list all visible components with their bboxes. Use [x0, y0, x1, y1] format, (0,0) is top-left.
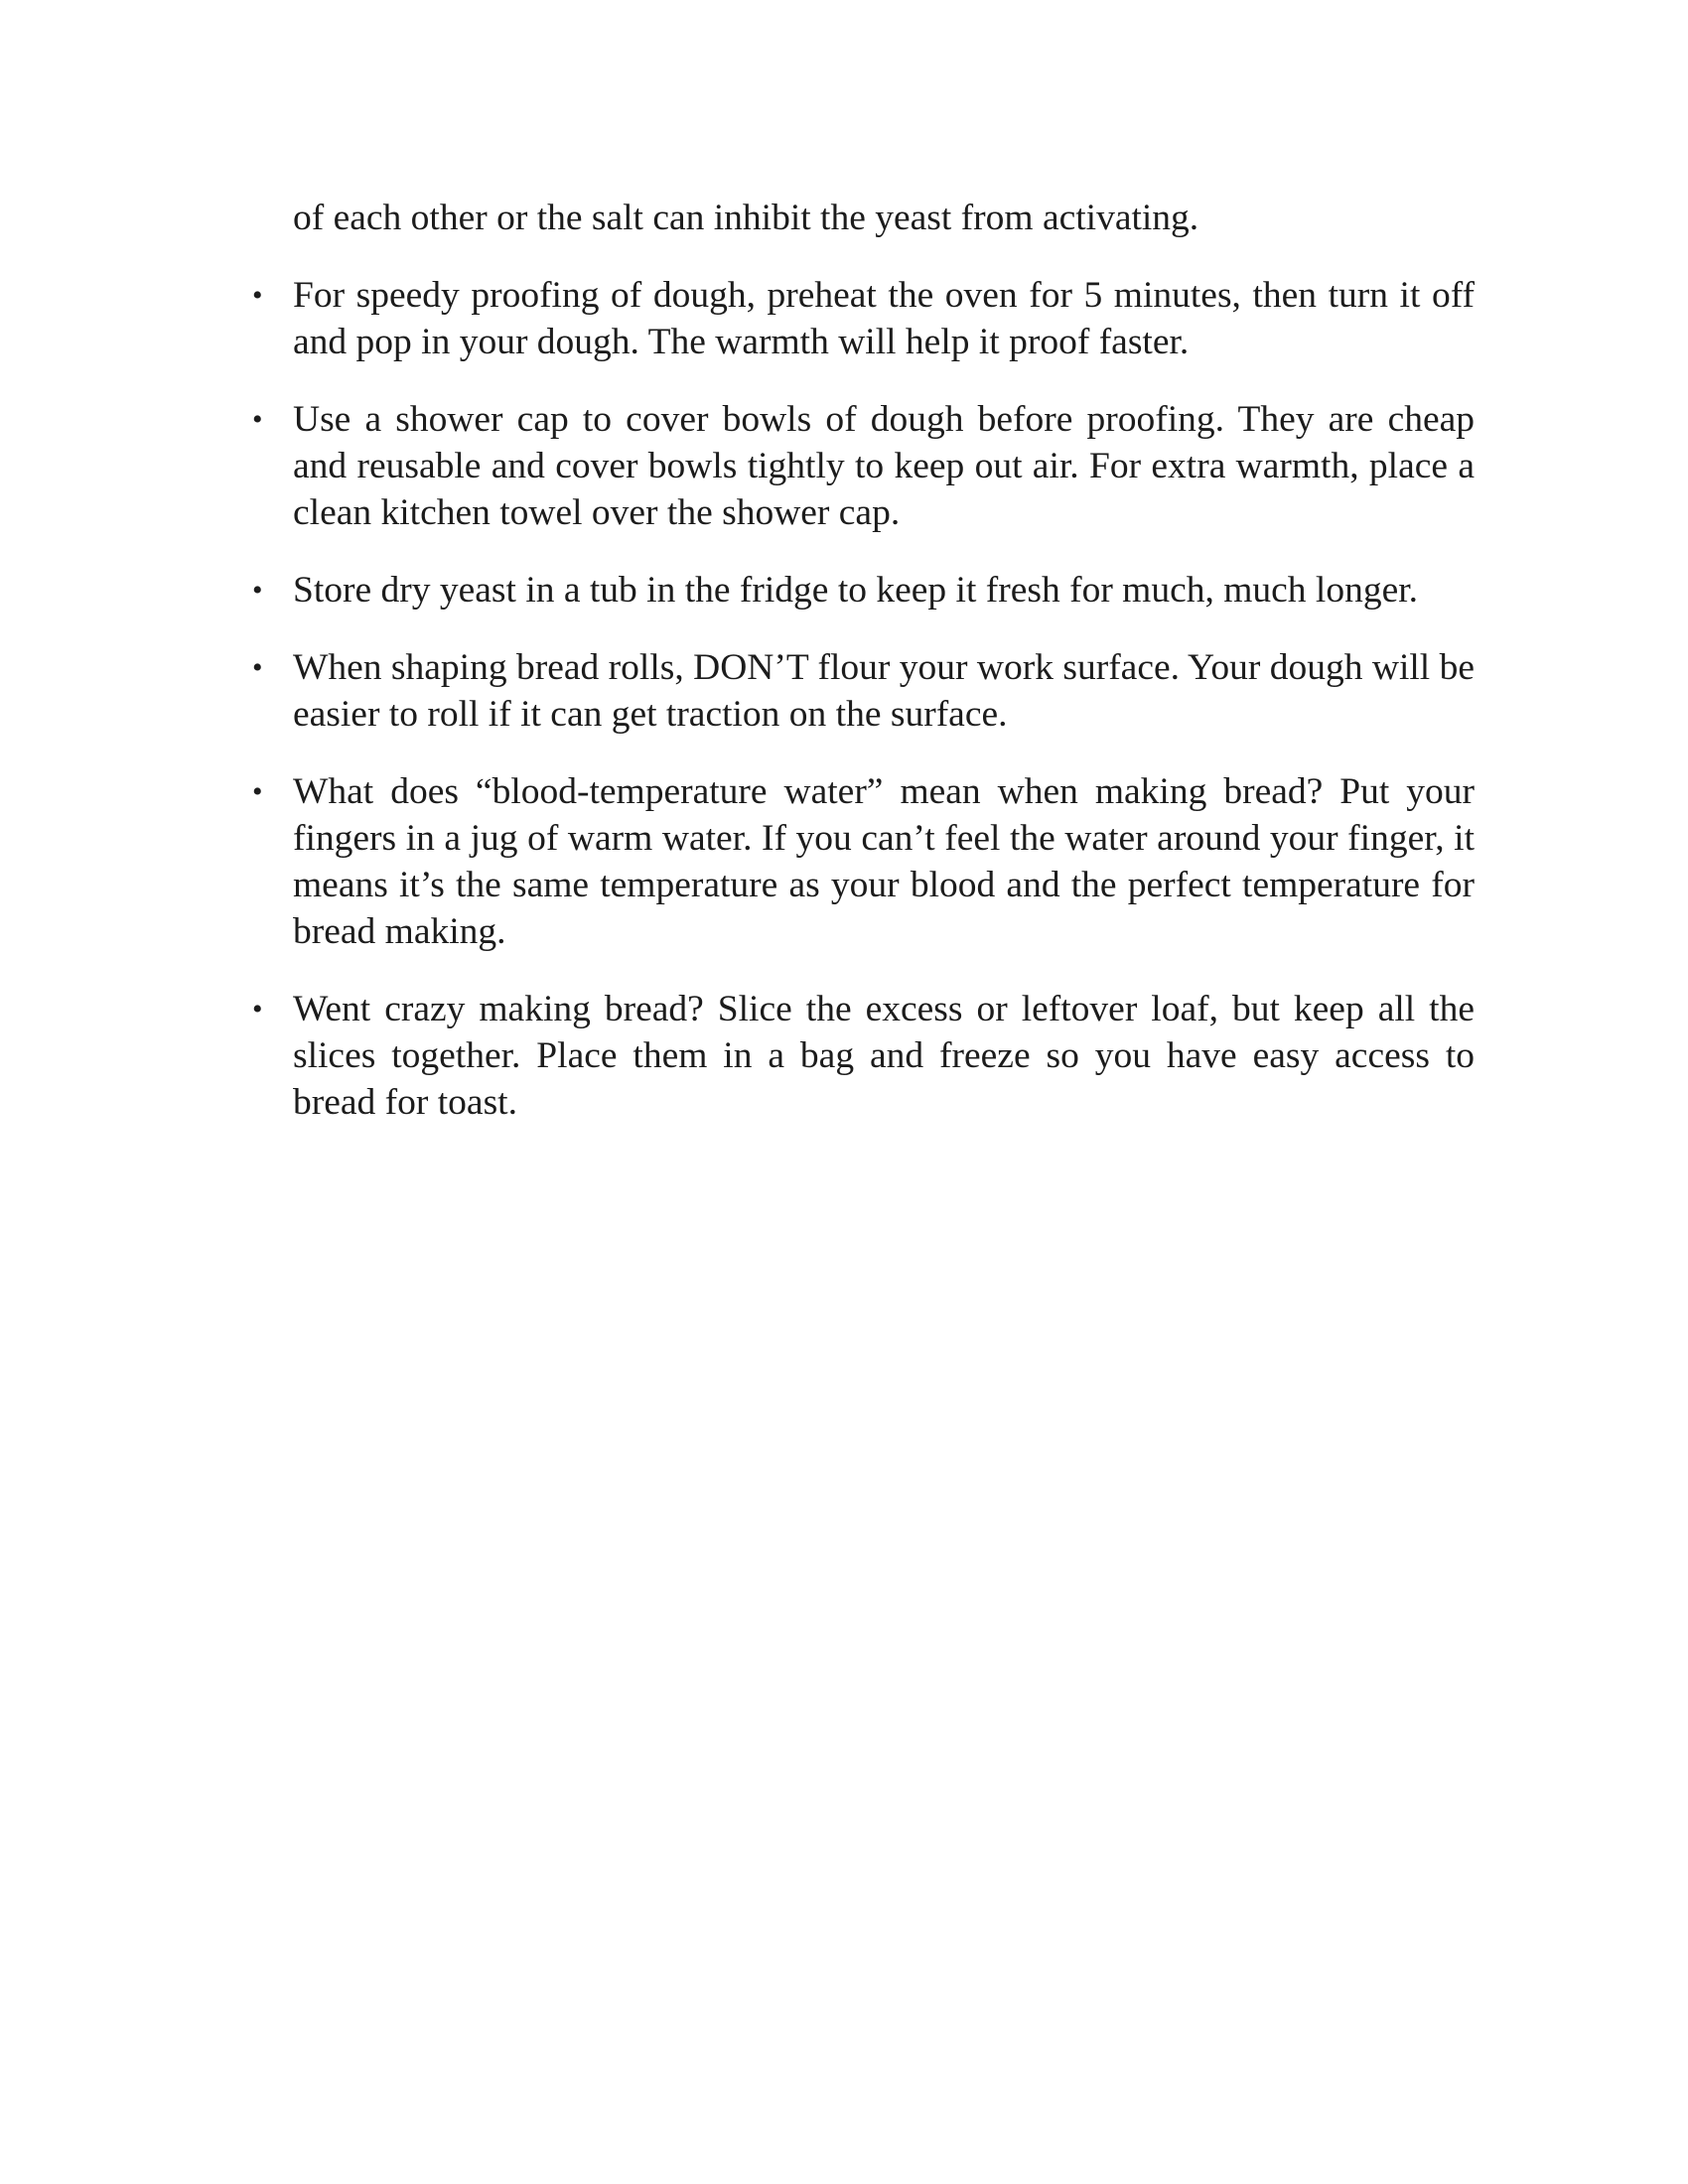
tips-list [252, 272, 1475, 1126]
tip-text: What does “blood-temperature water” mean when making bread? Put your fingers in a jug of warm water. If you can’t feel the water around your finger, it means it’s the same temperature as your blood and the perfect temperature for bread making. [293, 771, 1475, 952]
list-item [252, 272, 1475, 365]
bullet-icon: • [252, 574, 263, 607]
tip-text: For speedy proofing of dough, preheat the oven for 5 minutes, then turn it off and pop in your dough. The warmth will help it proof faster. [293, 275, 1475, 362]
tip-text: When shaping bread rolls, DON’T flour your work surface. Your dough will be easier to roll if it can get traction on the surface. [293, 647, 1475, 735]
list-item [252, 396, 1475, 536]
bullet-icon: • [252, 403, 263, 436]
list-item [252, 567, 1475, 614]
bullet-icon: • [252, 775, 263, 808]
list-item [252, 768, 1475, 955]
tip-text: Store dry yeast in a tub in the fridge to keep it fresh for much, much longer. [293, 570, 1419, 611]
list-item [252, 644, 1475, 738]
bullet-icon: • [252, 279, 263, 312]
tip-text: Went crazy making bread? Slice the excess or leftover loaf, but keep all the slices together. Place them in a bag and freeze so you have easy access to bread for toast. [293, 989, 1475, 1123]
bullet-icon: • [252, 993, 263, 1025]
tip-text: Use a shower cap to cover bowls of dough before proofing. They are cheap and reusable and cover bowls tightly to keep out air. For extra warmth, place a clean kitchen towel over the shower cap. [293, 399, 1475, 533]
list-item [252, 986, 1475, 1126]
continuation-paragraph: of each other or the salt can inhibit the yeast from activating. [293, 198, 1199, 238]
page-content [252, 195, 1475, 1157]
bullet-icon: • [252, 651, 263, 684]
